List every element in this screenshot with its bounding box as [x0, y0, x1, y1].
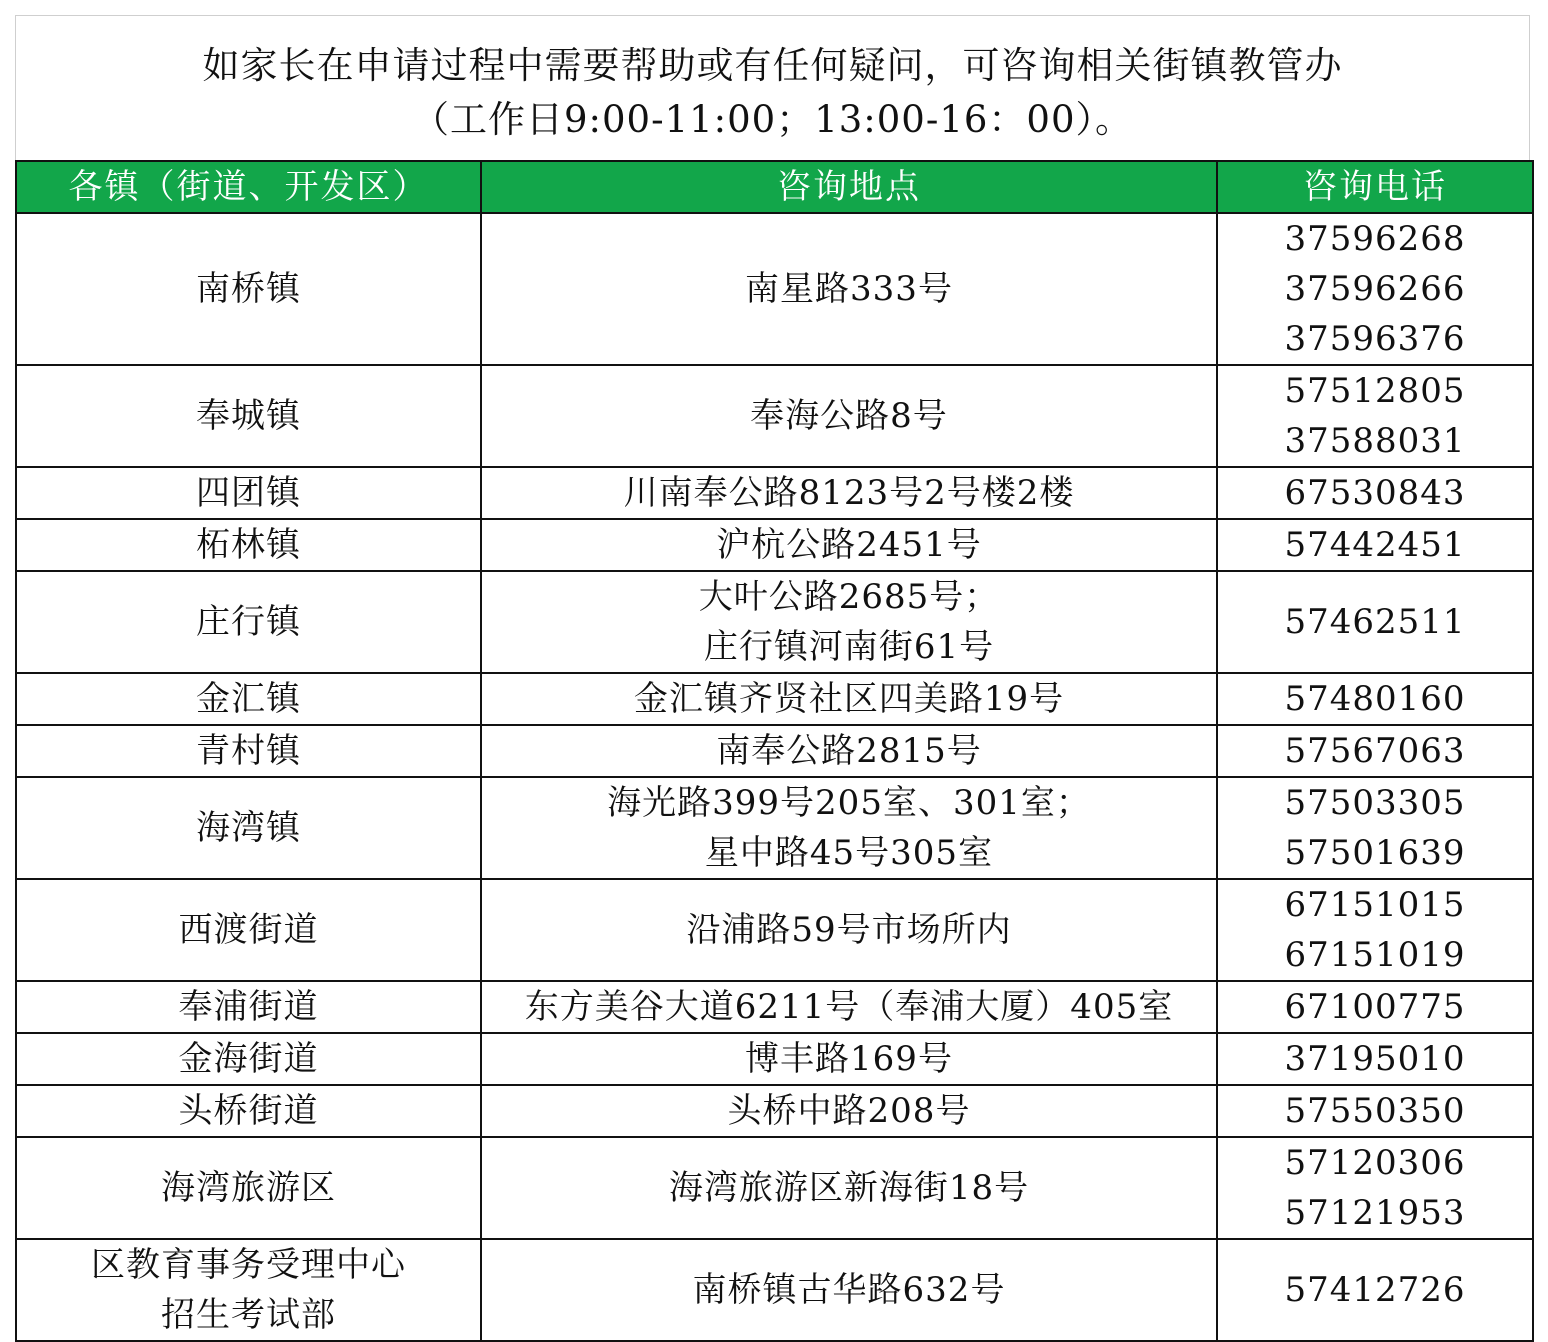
town-line: 青村镇	[196, 731, 301, 771]
phone-cell	[1217, 1085, 1533, 1137]
consultation-sheet	[15, 15, 1533, 1335]
phone-cell	[1217, 571, 1533, 673]
town-cell	[16, 1033, 481, 1085]
table-row	[16, 213, 1533, 365]
table-row	[16, 1239, 1533, 1341]
address-cell	[481, 725, 1217, 777]
phone-number: 57412726	[1284, 1270, 1466, 1310]
phone-number: 57503305	[1284, 783, 1466, 823]
town-cell	[16, 213, 481, 365]
table-row	[16, 981, 1533, 1033]
phone-number: 37596266	[1284, 269, 1466, 309]
address-cell	[481, 571, 1217, 673]
phone-cell	[1217, 725, 1533, 777]
address-line: 南桥镇古华路632号	[692, 1270, 1006, 1310]
town-cell	[16, 673, 481, 725]
phone-cell	[1217, 879, 1533, 981]
table-row	[16, 1137, 1533, 1239]
town-line: 区教育事务受理中心	[91, 1245, 406, 1285]
header-row	[16, 161, 1533, 213]
phone-number: 37596376	[1284, 319, 1466, 359]
consultation-table	[15, 160, 1534, 1342]
address-line: 沪杭公路2451号	[716, 525, 982, 565]
table-row	[16, 879, 1533, 981]
phone-cell	[1217, 981, 1533, 1033]
phone-number: 67530843	[1284, 473, 1466, 513]
town-cell	[16, 879, 481, 981]
town-cell	[16, 365, 481, 467]
address-line: 金汇镇齐贤社区四美路19号	[633, 679, 1065, 719]
town-line: 金海街道	[178, 1039, 319, 1079]
town-cell	[16, 725, 481, 777]
address-line: 海湾旅游区新海街18号	[668, 1168, 1030, 1208]
town-line: 海湾旅游区	[161, 1168, 336, 1208]
address-cell	[481, 1239, 1217, 1341]
town-cell	[16, 519, 481, 571]
town-line: 奉浦街道	[178, 987, 319, 1027]
phone-number: 67151019	[1284, 935, 1466, 975]
address-cell	[481, 365, 1217, 467]
phone-number: 57550350	[1284, 1091, 1466, 1131]
table-row	[16, 519, 1533, 571]
address-cell	[481, 879, 1217, 981]
table-row	[16, 467, 1533, 519]
address-line: 大叶公路2685号；	[698, 577, 1000, 617]
town-line: 奉城镇	[196, 396, 301, 436]
town-cell	[16, 571, 481, 673]
town-line: 头桥街道	[178, 1091, 319, 1131]
title-line-2: （工作日9:00-11:00；13:00-16：00）。	[411, 98, 1133, 141]
address-cell	[481, 519, 1217, 571]
town-cell	[16, 467, 481, 519]
phone-number: 57462511	[1284, 602, 1466, 642]
address-line: 东方美谷大道6211号（奉浦大厦）405室	[524, 987, 1174, 1027]
town-line: 四团镇	[196, 473, 301, 513]
phone-cell	[1217, 467, 1533, 519]
address-line: 川南奉公路8123号2号楼2楼	[623, 473, 1075, 513]
town-line: 招生考试部	[161, 1295, 336, 1335]
town-line: 海湾镇	[196, 808, 301, 848]
table-row	[16, 673, 1533, 725]
phone-cell	[1217, 1239, 1533, 1341]
phone-cell	[1217, 1137, 1533, 1239]
phone-cell	[1217, 1033, 1533, 1085]
town-line: 南桥镇	[196, 269, 301, 309]
town-cell	[16, 1137, 481, 1239]
town-cell	[16, 777, 481, 879]
table-row	[16, 571, 1533, 673]
address-cell	[481, 777, 1217, 879]
address-line: 头桥中路208号	[727, 1091, 971, 1131]
address-line: 沿浦路59号市场所内	[686, 910, 1012, 950]
address-cell	[481, 981, 1217, 1033]
phone-number: 37195010	[1284, 1039, 1466, 1079]
address-cell	[481, 673, 1217, 725]
phone-number: 67151015	[1284, 885, 1466, 925]
address-line: 海光路399号205室、301室；	[607, 783, 1091, 823]
address-line: 奉海公路8号	[750, 396, 948, 436]
address-line: 博丰路169号	[745, 1039, 953, 1079]
table-row	[16, 725, 1533, 777]
phone-number: 57480160	[1284, 679, 1466, 719]
header-town: 各镇（街道、开发区）	[16, 161, 481, 213]
phone-number: 57501639	[1284, 833, 1466, 873]
address-cell	[481, 1137, 1217, 1239]
town-line: 西渡街道	[178, 910, 319, 950]
address-cell	[481, 213, 1217, 365]
address-cell	[481, 1033, 1217, 1085]
phone-cell	[1217, 213, 1533, 365]
header-address: 咨询地点	[481, 161, 1217, 213]
address-line: 南奉公路2815号	[716, 731, 982, 771]
phone-number: 57442451	[1284, 525, 1466, 565]
phone-cell	[1217, 673, 1533, 725]
phone-cell	[1217, 777, 1533, 879]
address-cell	[481, 467, 1217, 519]
phone-number: 57567063	[1284, 731, 1466, 771]
town-cell	[16, 1085, 481, 1137]
phone-number: 37596268	[1284, 219, 1466, 259]
town-line: 庄行镇	[196, 602, 301, 642]
address-line: 星中路45号305室	[704, 833, 994, 873]
town-line: 柘林镇	[196, 525, 301, 565]
phone-number: 57120306	[1284, 1143, 1466, 1183]
phone-number: 37588031	[1284, 421, 1466, 461]
phone-cell	[1217, 519, 1533, 571]
town-cell	[16, 1239, 481, 1341]
header-phone: 咨询电话	[1217, 161, 1533, 213]
town-cell	[16, 981, 481, 1033]
table-row	[16, 1033, 1533, 1085]
town-line: 金汇镇	[196, 679, 301, 719]
title-line-1: 如家长在申请过程中需要帮助或有任何疑问，可咨询相关街镇教管办	[202, 44, 1343, 87]
phone-number: 67100775	[1284, 987, 1466, 1027]
title-box	[15, 15, 1530, 160]
phone-cell	[1217, 365, 1533, 467]
address-line: 南星路333号	[745, 269, 953, 309]
table-row	[16, 777, 1533, 879]
table-row	[16, 365, 1533, 467]
phone-number: 57512805	[1284, 371, 1466, 411]
table-row	[16, 1085, 1533, 1137]
address-line: 庄行镇河南街61号	[703, 627, 995, 667]
address-cell	[481, 1085, 1217, 1137]
table-body	[16, 213, 1533, 1341]
phone-number: 57121953	[1284, 1193, 1466, 1233]
